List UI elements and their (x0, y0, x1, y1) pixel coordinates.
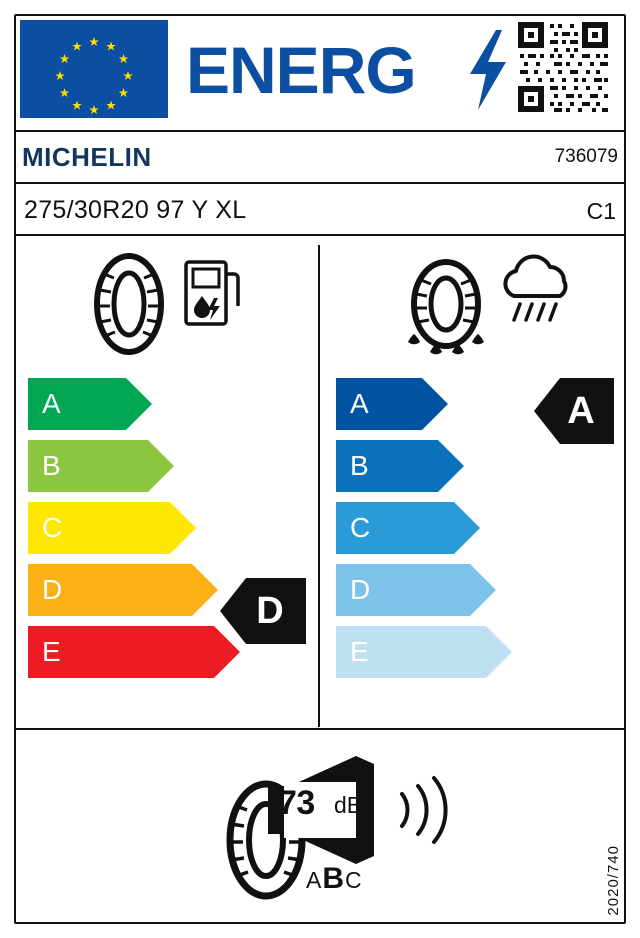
tire-wet-icon (400, 258, 492, 362)
wet-grade-row-e (336, 626, 536, 678)
fuel-efficiency-selected (220, 578, 306, 644)
qr-code-icon (516, 20, 610, 114)
divider-header (16, 130, 624, 132)
fuel-grade-label: A (42, 388, 61, 419)
fuel-grade-label: D (42, 574, 63, 605)
regulation-number: 2020/740 (605, 845, 622, 916)
wet-grade-label: C (350, 512, 371, 543)
fuel-grade-label: C (42, 512, 63, 543)
section-divider (318, 245, 320, 727)
fuel-grade-row-b (28, 440, 268, 492)
energ-title: ENERG (186, 33, 416, 107)
wet-grade-row-b (336, 440, 536, 492)
wet-grade-label: A (350, 388, 369, 419)
noise-class-c: C (345, 867, 363, 893)
divider-size (16, 234, 624, 236)
noise-section (16, 730, 624, 922)
fuel-grade-row-c (28, 502, 268, 554)
sound-waves-icon (394, 770, 456, 850)
tire-icon (84, 252, 174, 356)
wet-grip-selected (534, 378, 614, 444)
wet-grip-grade: A (567, 389, 595, 432)
fuel-grade-label: B (42, 450, 61, 481)
tyre-size: 275/30R20 97 Y XL (24, 196, 247, 224)
wet-grip-scale (336, 378, 536, 688)
brand-name: MICHELIN (22, 142, 152, 172)
divider-brand (16, 182, 624, 184)
eu-flag (20, 20, 168, 118)
noise-value: 73 (278, 784, 315, 822)
eu-stars-icon (20, 20, 168, 118)
wet-grade-label: B (350, 450, 369, 481)
noise-class-a: A (306, 867, 323, 893)
fuel-grade-row-a (28, 378, 268, 430)
lightning-bolt-icon (466, 30, 508, 110)
wet-grade-label: E (350, 636, 369, 667)
label-code: 736079 (554, 146, 618, 167)
noise-class-scale (306, 862, 363, 896)
fuel-pump-icon (180, 256, 242, 330)
wet-grade-row-d (336, 564, 536, 616)
fuel-grade-label: E (42, 636, 61, 667)
noise-unit: dB (334, 792, 363, 818)
noise-class-selected: B (322, 862, 346, 895)
fuel-efficiency-grade: D (256, 589, 284, 632)
wet-grade-row-c (336, 502, 536, 554)
tyre-class: C1 (586, 198, 616, 224)
wet-grade-row-a (336, 378, 536, 430)
rain-cloud-icon (498, 252, 578, 330)
wet-grade-label: D (350, 574, 371, 605)
